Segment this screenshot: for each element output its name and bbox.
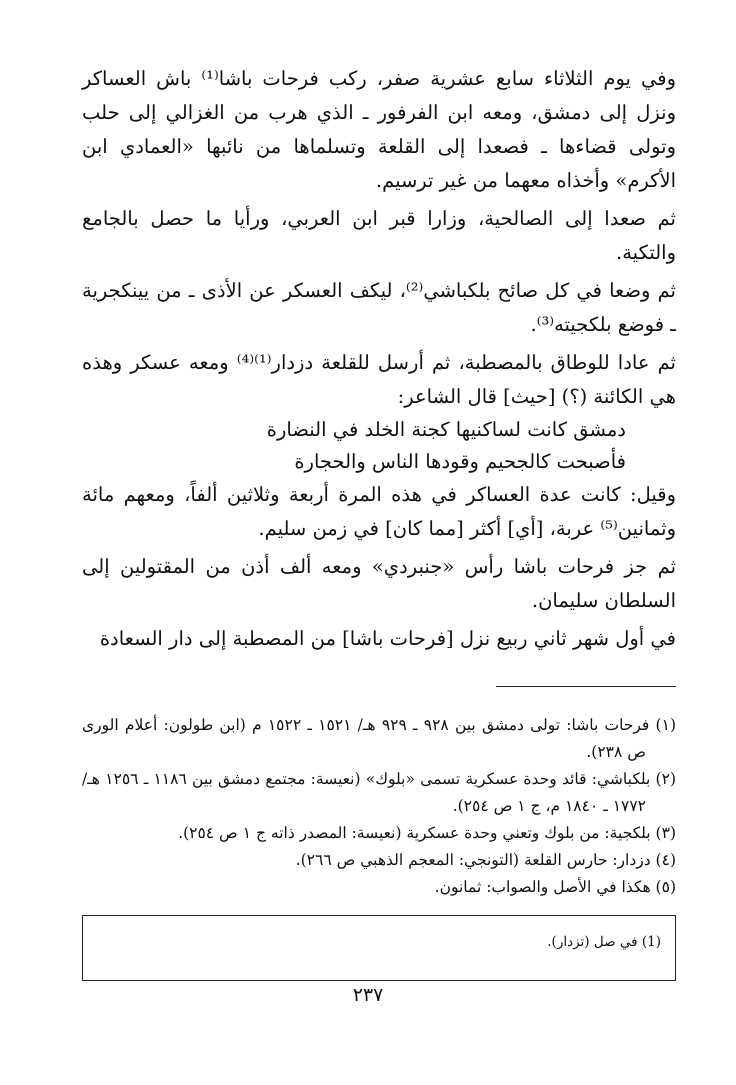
paragraph-5: وقيل: كانت عدة العساكر في هذه المرة أربعة وثلاثين ألفاً، ومعهم مائة وثمانين⁽⁵⁾ عربة، [أي] أكثر [مما كان] في زمن سليم. [82, 483, 676, 540]
footnote-1: (١) فرحات باشا: تولى دمشق بين ٩٢٨ ـ ٩٢٩ هـ/ ١٥٢١ ـ ١٥٢٢ م (ابن طولون: أعلام الورى ص ٢٣٨). [82, 716, 676, 761]
footnote-divider [496, 686, 676, 687]
page-number: ٢٣٧ [352, 984, 384, 1006]
paragraph-4: ثم عادا للوطاق بالمصطبة، ثم أرسل للقلعة دزدار⁽¹⁾⁽⁴⁾ ومعه عسكر وهذه هي الكائنة (؟) [حيث] قال الشاعر: [82, 351, 676, 408]
paragraph-2: ثم صعدا إلى الصالحية، وزارا قبر ابن العربي، ورأيا ما حصل بالجامع والتكية. [82, 207, 676, 264]
paragraph-7: في أول شهر ثاني ربيع نزل [فرحات باشا] من المصطبة إلى دار السعادة [99, 627, 676, 650]
editor-note-box [82, 915, 676, 981]
poem-line-1: دمشق كانت لساكنيها كجنة الخلد في النضارة [266, 418, 626, 441]
footnote-5: (٥) هكذا في الأصل والصواب: ثمانون. [434, 878, 676, 896]
footnote-4: (٤) دزدار: حارس القلعة (التونجي: المعجم الذهبي ص ٢٦٦). [295, 851, 676, 869]
editor-note: (1) في صل (تزدار). [547, 934, 661, 950]
paragraph-3: ثم وضعا في كل صائح بلكباشي⁽²⁾، ليكف العسكر عن الأذى ـ من يينكجرية ـ فوضع بلكجيته⁽³⁾. [82, 279, 676, 336]
footnote-2: (٢) بلكباشي: قائد وحدة عسكرية تسمى «بلوك» (نعيسة: مجتمع دمشق بين ١١٨٦ ـ ١٢٥٦ هـ/ ١٧٧٢ ـ ١٨٤٠ م، ج ١ ص ٢٥٤). [82, 770, 676, 815]
footnotes [82, 712, 676, 901]
main-text [82, 62, 676, 656]
paragraph-1: وفي يوم الثلاثاء سابع عشرية صفر، ركب فرحات باشا⁽¹⁾ باش العساكر ونزل إلى دمشق، ومعه ابن الفرفور ـ الذي هرب من الغزالي إلى حلب وتولى قضاءها ـ فصعدا إلى القلعة وتسلماها من نائبها «العمادي ابن الأكرم» وأخذاه معهما من غير ترسيم. [82, 67, 676, 192]
poem [82, 414, 676, 478]
paragraph-6: ثم جز فرحات باشا رأس «جنبردي» ومعه ألف أذن من المقتولين إلى السلطان سليمان. [82, 555, 676, 612]
poem-line-2: فأصبحت كالجحيم وقودها الناس والحجارة [294, 450, 626, 473]
footnote-3: (٣) بلكجية: من بلوك وتعني وحدة عسكرية (نعيسة: المصدر ذاته ج ١ ص ٢٥٤). [178, 824, 676, 842]
